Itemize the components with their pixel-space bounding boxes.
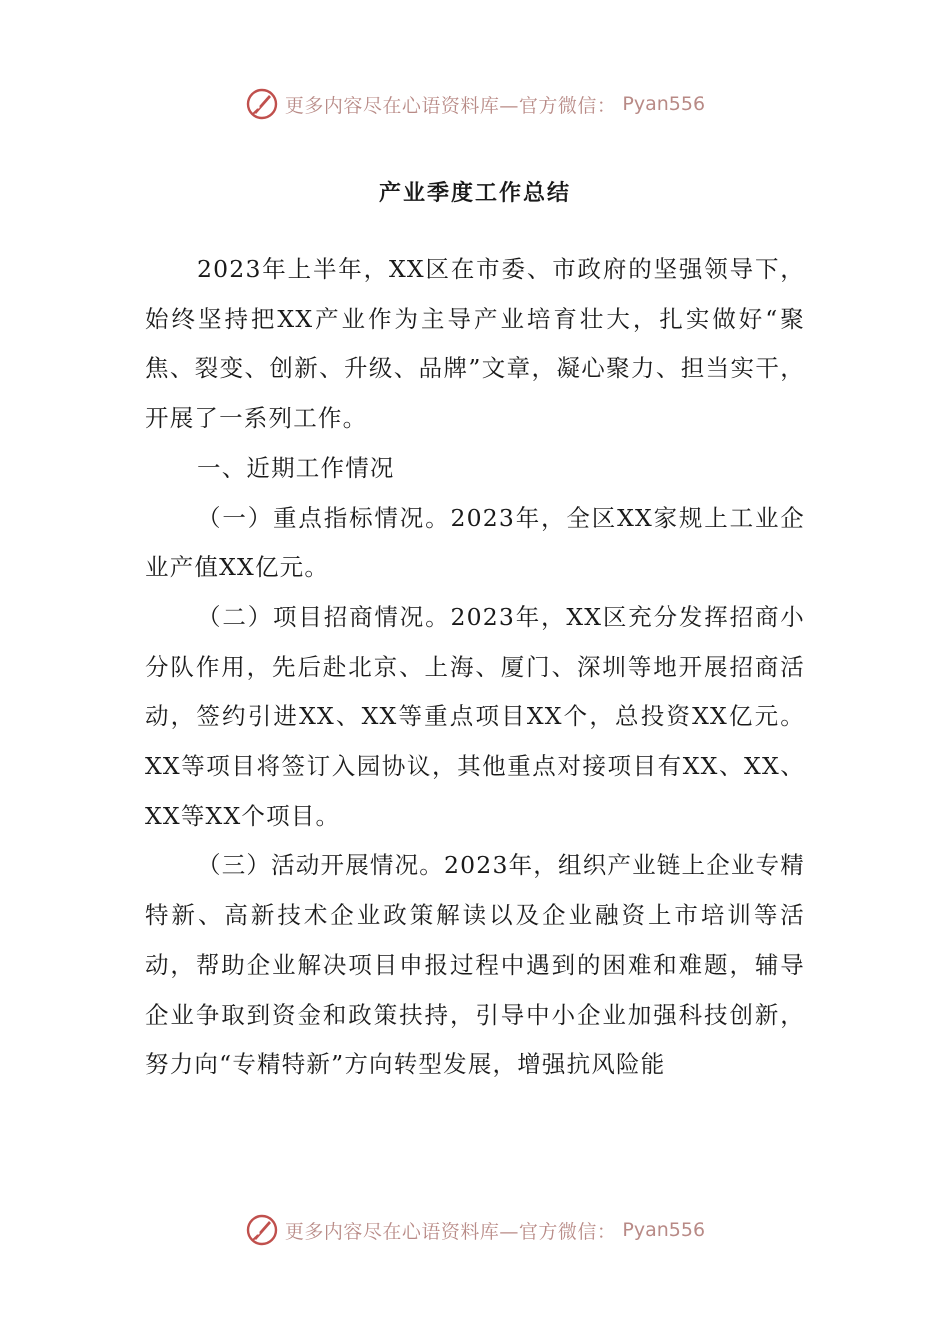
section-heading: 一、近期工作情况: [197, 453, 395, 482]
watermark-text: 更多内容尽在心语资料库—官方微信：: [284, 94, 617, 117]
quill-logo-icon: [245, 1213, 279, 1247]
document-title: 产业季度工作总结: [378, 181, 571, 206]
paragraph-key-indicators: （一）重点指标情况。2023年，全区XX家规上工业企业产值XX亿元。: [145, 503, 805, 582]
watermark-wechat-id: Pyan556: [622, 93, 706, 115]
header-watermark: [0, 84, 950, 124]
quill-logo-icon: [245, 87, 279, 121]
footer-watermark: [0, 1210, 950, 1250]
paragraph-intro: 2023年上半年，XX区在市委、市政府的坚强领导下，始终坚持把XX产业作为主导产业培育壮大，扎实做好“聚焦、裂变、创新、升级、品牌”文章，凝心聚力、担当实干，开展了一系列工作。: [145, 255, 805, 433]
paragraph-investment: （二）项目招商情况。2023年，XX区充分发挥招商小分队作用，先后赴北京、上海、厦门、深圳等地开展招商活动，签约引进XX、XX等重点项目XX个，总投资XX亿元。XX等项目将签订入园协议，其他重点对接项目有XX、XX、XX等XX个项目。: [145, 602, 805, 830]
watermark-text: 更多内容尽在心语资料库—官方微信：: [284, 1220, 617, 1243]
paragraph-activities: （三）活动开展情况。2023年，组织产业链上企业专精特新、高新技术企业政策解读以及企业融资上市培训等活动，帮助企业解决项目申报过程中遇到的困难和难题，辅导企业争取到资金和政策扶持，引导中小企业加强科技创新，努力向“专精特新”方向转型发展，增强抗风险能: [145, 851, 806, 1079]
document-body: [145, 245, 805, 1090]
watermark-wechat-id: Pyan556: [622, 1219, 706, 1241]
